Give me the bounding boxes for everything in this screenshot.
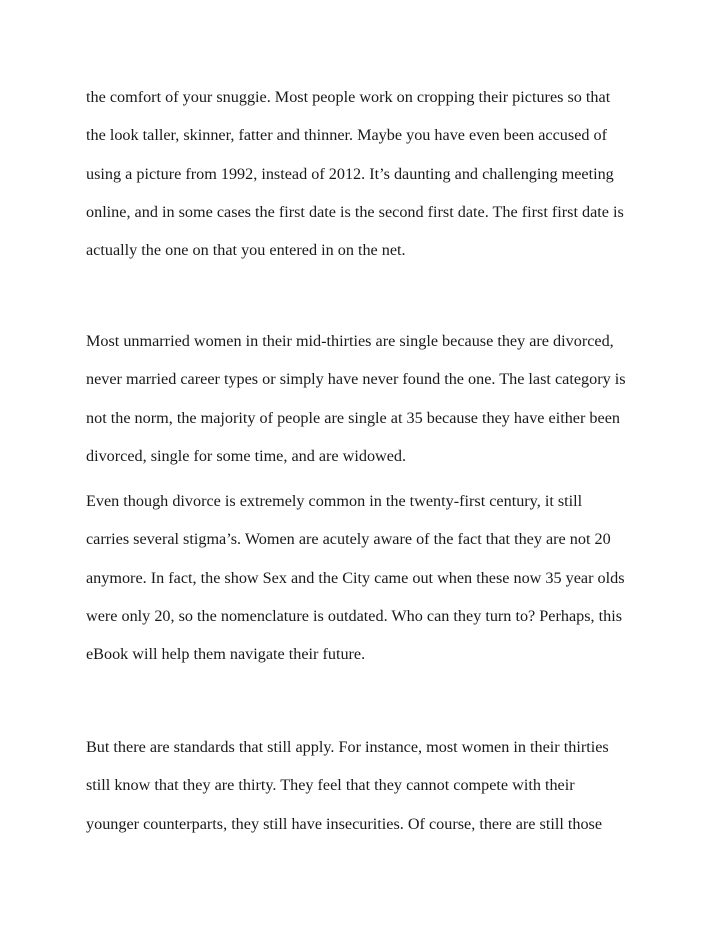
text-line: anymore. In fact, the show Sex and the City came out when these now 35 year olds bbox=[86, 568, 625, 587]
text-line: younger counterparts, they still have insecurities. Of course, there are still those bbox=[86, 814, 603, 833]
text-line: using a picture from 1992, instead of 2012. It’s daunting and challenging meeting bbox=[86, 164, 614, 183]
text-line: the comfort of your snuggie. Most people work on cropping their pictures so that bbox=[86, 88, 611, 106]
text-line: But there are standards that still apply. For instance, most women in their thirties bbox=[86, 738, 609, 756]
text-line: never married career types or simply have never found the one. The last category is bbox=[86, 370, 626, 389]
text-line: were only 20, so the nomenclature is outdated. Who can they turn to? Perhaps, this bbox=[86, 606, 623, 625]
text-line: still know that they are thirty. They feel that they cannot compete with their bbox=[86, 776, 575, 795]
text-line: the look taller, skinner, fatter and thinner. Maybe you have even been accused of bbox=[86, 126, 608, 145]
text-line: divorced, single for some time, and are widowed. bbox=[86, 446, 407, 465]
text-line: Most unmarried women in their mid-thirties are single because they are divorced, bbox=[86, 332, 614, 350]
paragraph bbox=[86, 331, 686, 484]
text-line: carries several stigma’s. Women are acutely aware of the fact that they are not 20 bbox=[86, 530, 611, 549]
text-line: Even though divorce is extremely common in the twenty-first century, it still bbox=[86, 492, 583, 510]
paragraph bbox=[86, 737, 686, 852]
paragraph bbox=[86, 87, 686, 279]
text-line: not the norm, the majority of people are single at 35 because they have either been bbox=[86, 408, 620, 427]
paragraph bbox=[86, 491, 686, 683]
text-line: online, and in some cases the first date is the second first date. The first first date is bbox=[86, 202, 624, 221]
text-line: actually the one on that you entered in on the net. bbox=[86, 241, 406, 260]
text-line: eBook will help them navigate their future. bbox=[86, 645, 366, 664]
